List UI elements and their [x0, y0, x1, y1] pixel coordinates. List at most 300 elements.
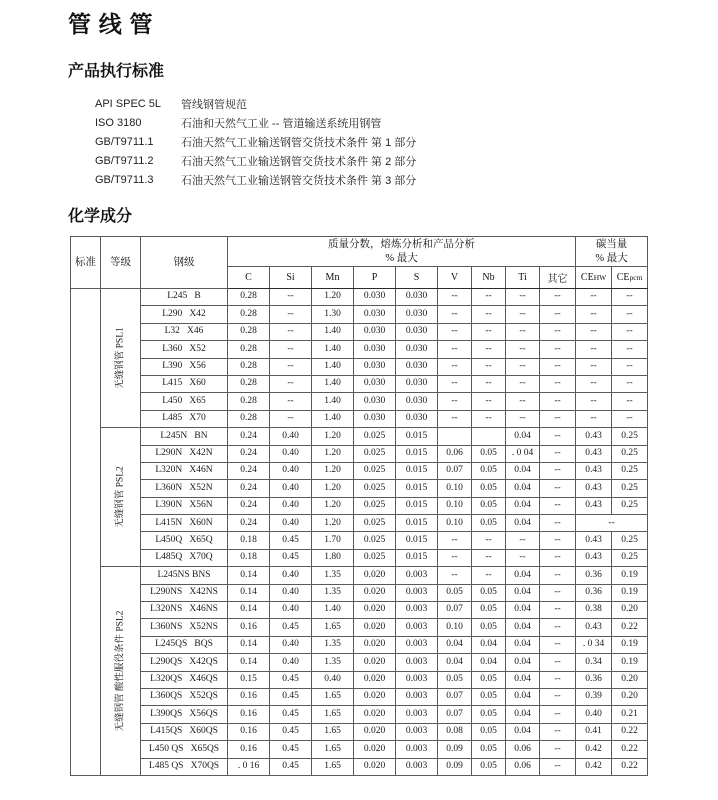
- value-cell: 0.020: [354, 688, 396, 705]
- header-carbon-equivalent-line2: % 最大: [595, 252, 628, 264]
- value-cell: 0.003: [396, 671, 438, 688]
- steel-grade-cell: L245N BN: [141, 428, 228, 445]
- value-cell: 0.40: [270, 567, 312, 584]
- value-cell: 0.39: [576, 688, 612, 705]
- value-cell: --: [270, 323, 312, 340]
- value-cell: 0.05: [472, 723, 506, 740]
- value-cell: 0.05: [472, 671, 506, 688]
- value-cell: 0.28: [228, 358, 270, 375]
- value-cell: 0.43: [576, 462, 612, 479]
- value-cell: 0.43: [576, 619, 612, 636]
- value-cell: 0.04: [506, 723, 540, 740]
- value-cell: --: [438, 410, 472, 427]
- header-element-Nb: Nb: [472, 267, 506, 289]
- value-cell: --: [612, 306, 648, 323]
- value-cell: 1.20: [312, 445, 354, 462]
- value-cell: --: [540, 549, 576, 566]
- value-cell: 0.16: [228, 741, 270, 758]
- value-cell: 0.19: [612, 636, 648, 653]
- value-cell: --: [506, 289, 540, 306]
- value-cell: --: [576, 375, 612, 392]
- value-cell: 0.04: [506, 671, 540, 688]
- standard-description: 石油天然气工业输送钢管交货技术条件 第 1 部分: [181, 136, 417, 149]
- steel-grade-cell: L360QS X52QS: [141, 688, 228, 705]
- value-cell: 0.08: [438, 723, 472, 740]
- value-cell: --: [540, 393, 576, 410]
- table-row: [71, 671, 648, 688]
- value-cell: --: [540, 341, 576, 358]
- value-cell: 0.020: [354, 636, 396, 653]
- value-cell: --: [576, 323, 612, 340]
- value-cell: --: [540, 480, 576, 497]
- value-cell: 0.020: [354, 741, 396, 758]
- value-cell: 0.21: [612, 706, 648, 723]
- value-cell: --: [540, 636, 576, 653]
- steel-grade-cell: L485Q X70Q: [141, 549, 228, 566]
- value-cell: 1.65: [312, 723, 354, 740]
- value-cell: . 0 34: [576, 636, 612, 653]
- value-cell: 0.43: [576, 497, 612, 514]
- header-carbon-equivalent-line1: 碳当量: [595, 238, 628, 250]
- value-cell: --: [576, 306, 612, 323]
- value-cell: 0.003: [396, 636, 438, 653]
- value-cell: 0.43: [576, 428, 612, 445]
- value-cell: 1.65: [312, 741, 354, 758]
- value-cell: 0.030: [396, 341, 438, 358]
- value-cell: 0.04: [506, 636, 540, 653]
- header-element-Ti: Ti: [506, 267, 540, 289]
- value-cell: 0.40: [270, 428, 312, 445]
- value-cell: --: [612, 289, 648, 306]
- value-cell: 0.020: [354, 602, 396, 619]
- value-cell: --: [540, 515, 576, 532]
- value-cell: 1.35: [312, 654, 354, 671]
- header-standard: 标准: [71, 237, 101, 289]
- value-cell: --: [472, 306, 506, 323]
- header-mass-fraction-line1: 质量分数，熔炼分析和产品分析: [328, 238, 476, 250]
- value-cell: --: [540, 688, 576, 705]
- value-cell: --: [506, 306, 540, 323]
- value-cell: 0.41: [576, 723, 612, 740]
- value-cell: --: [540, 619, 576, 636]
- value-cell: 1.40: [312, 375, 354, 392]
- value-cell: 0.030: [354, 323, 396, 340]
- chemical-composition-table: [70, 236, 648, 776]
- value-cell: --: [438, 549, 472, 566]
- value-cell: 0.43: [576, 549, 612, 566]
- value-cell: 1.65: [312, 706, 354, 723]
- value-cell: 0.030: [396, 393, 438, 410]
- value-cell: 1.20: [312, 480, 354, 497]
- value-cell: --: [540, 741, 576, 758]
- value-cell: 0.030: [354, 341, 396, 358]
- header-element-Si: Si: [270, 267, 312, 289]
- value-cell: 0.28: [228, 393, 270, 410]
- value-cell: 0.25: [612, 462, 648, 479]
- value-cell: 0.28: [228, 323, 270, 340]
- value-cell: --: [438, 323, 472, 340]
- value-cell: --: [438, 341, 472, 358]
- value-cell: 0.40: [270, 654, 312, 671]
- value-cell: 0.45: [270, 671, 312, 688]
- value-cell: 1.20: [312, 515, 354, 532]
- steel-grade-cell: L32 X46: [141, 323, 228, 340]
- value-cell: 0.16: [228, 688, 270, 705]
- value-cell: --: [576, 410, 612, 427]
- value-cell: [438, 428, 472, 445]
- value-cell: 0.030: [396, 410, 438, 427]
- value-cell: 0.06: [506, 741, 540, 758]
- value-cell: 0.04: [506, 567, 540, 584]
- value-cell: 0.20: [612, 671, 648, 688]
- value-cell: 0.025: [354, 515, 396, 532]
- table-row: [71, 289, 648, 306]
- steel-grade-cell: L485 QS X70QS: [141, 758, 228, 775]
- table-row: [71, 323, 648, 340]
- value-cell: 0.003: [396, 723, 438, 740]
- value-cell: 0.003: [396, 688, 438, 705]
- header-mass-fraction-group: [228, 237, 576, 267]
- standard-description: 管线钢管规范: [181, 98, 247, 111]
- value-cell: --: [540, 706, 576, 723]
- chemistry-heading: 化学成分: [68, 208, 133, 225]
- value-cell: . 0 04: [506, 445, 540, 462]
- value-cell: --: [472, 549, 506, 566]
- value-cell: 0.04: [506, 619, 540, 636]
- value-cell: 0.45: [270, 758, 312, 775]
- steel-grade-cell: L360N X52N: [141, 480, 228, 497]
- value-cell: 0.015: [396, 428, 438, 445]
- value-cell: 0.18: [228, 532, 270, 549]
- value-cell: 0.030: [354, 358, 396, 375]
- value-cell: --: [472, 358, 506, 375]
- value-cell: --: [540, 375, 576, 392]
- value-cell: 0.43: [576, 532, 612, 549]
- value-cell: 1.40: [312, 341, 354, 358]
- value-cell: --: [612, 358, 648, 375]
- value-cell: 0.04: [506, 602, 540, 619]
- table-row: [71, 654, 648, 671]
- standard-description: 石油和天然气工业 -- 管道输送系统用钢管: [181, 117, 382, 130]
- value-cell: --: [540, 428, 576, 445]
- value-cell: 0.025: [354, 480, 396, 497]
- value-cell: 0.05: [472, 602, 506, 619]
- value-cell: 0.45: [270, 688, 312, 705]
- value-cell: 0.28: [228, 375, 270, 392]
- standards-list: [95, 94, 718, 189]
- value-cell: 0.003: [396, 584, 438, 601]
- header-grade: 等级: [101, 237, 141, 289]
- steel-grade-cell: L485 X70: [141, 410, 228, 427]
- value-cell: 0.003: [396, 567, 438, 584]
- standard-item: [95, 94, 718, 113]
- steel-grade-cell: L390 X56: [141, 358, 228, 375]
- value-cell: --: [540, 358, 576, 375]
- value-cell: 0.25: [612, 497, 648, 514]
- value-cell: 0.25: [612, 428, 648, 445]
- table-row: [71, 445, 648, 462]
- grade-group-label: [101, 428, 141, 567]
- value-cell: 0.40: [270, 584, 312, 601]
- value-cell: --: [540, 567, 576, 584]
- value-cell: --: [270, 306, 312, 323]
- header-ce-HW: CEHW: [576, 267, 612, 289]
- value-cell: 0.19: [612, 654, 648, 671]
- value-cell: 0.020: [354, 619, 396, 636]
- standard-item: [95, 170, 718, 189]
- value-cell: 0.030: [396, 306, 438, 323]
- value-cell: 0.09: [438, 741, 472, 758]
- value-cell: 0.05: [472, 445, 506, 462]
- value-cell: --: [576, 341, 612, 358]
- value-cell: 1.35: [312, 567, 354, 584]
- value-cell: 0.40: [270, 636, 312, 653]
- value-cell: 0.025: [354, 497, 396, 514]
- value-cell: --: [438, 567, 472, 584]
- value-cell: 0.030: [354, 410, 396, 427]
- value-cell: 0.04: [506, 462, 540, 479]
- value-cell: 0.20: [612, 602, 648, 619]
- value-cell: 0.14: [228, 602, 270, 619]
- value-cell: --: [472, 393, 506, 410]
- value-cell: 0.16: [228, 619, 270, 636]
- value-cell: 0.24: [228, 445, 270, 462]
- value-cell: 1.20: [312, 497, 354, 514]
- standard-code: API SPEC 5L: [95, 97, 162, 110]
- header-carbon-equivalent-group: [576, 237, 648, 267]
- value-cell: 0.020: [354, 723, 396, 740]
- value-cell: --: [576, 393, 612, 410]
- value-cell: --: [540, 602, 576, 619]
- value-cell: --: [270, 341, 312, 358]
- value-cell: 0.025: [354, 549, 396, 566]
- table-row: [71, 584, 648, 601]
- table-row: [71, 462, 648, 479]
- table-row: [71, 723, 648, 740]
- value-cell: 0.25: [612, 532, 648, 549]
- value-cell: 0.04: [506, 706, 540, 723]
- header-mass-fraction-line2: % 最大: [385, 252, 418, 264]
- table-row: [71, 706, 648, 723]
- value-cell: 1.20: [312, 289, 354, 306]
- value-cell: 0.025: [354, 428, 396, 445]
- value-cell: --: [540, 654, 576, 671]
- value-cell: 0.45: [270, 619, 312, 636]
- steel-grade-cell: L360 X52: [141, 341, 228, 358]
- value-cell: 0.24: [228, 515, 270, 532]
- value-cell: 0.28: [228, 410, 270, 427]
- standard-item: [95, 151, 718, 170]
- value-cell: 1.40: [312, 393, 354, 410]
- table-row: [71, 306, 648, 323]
- value-cell: 0.16: [228, 723, 270, 740]
- value-cell: 0.025: [354, 445, 396, 462]
- value-cell: 0.015: [396, 445, 438, 462]
- value-cell: 0.40: [270, 445, 312, 462]
- value-cell: 0.05: [438, 671, 472, 688]
- value-cell: 0.14: [228, 636, 270, 653]
- value-cell: 0.015: [396, 532, 438, 549]
- value-cell: 0.14: [228, 584, 270, 601]
- value-cell: 0.05: [472, 706, 506, 723]
- value-cell: 0.04: [506, 480, 540, 497]
- grade-group-label: [101, 289, 141, 428]
- table-row: [71, 480, 648, 497]
- standards-heading: 产品执行标准: [68, 63, 165, 80]
- steel-grade-cell: L245 B: [141, 289, 228, 306]
- value-cell: 0.05: [472, 741, 506, 758]
- value-cell: 0.015: [396, 480, 438, 497]
- steel-grade-cell: L290N X42N: [141, 445, 228, 462]
- value-cell: 0.020: [354, 706, 396, 723]
- value-cell: 0.28: [228, 289, 270, 306]
- value-cell: 1.65: [312, 758, 354, 775]
- steel-grade-cell: L415N X60N: [141, 515, 228, 532]
- value-cell: --: [472, 323, 506, 340]
- value-cell: . 0 16: [228, 758, 270, 775]
- grade-group-label-text: 无缝钢管 PSL1: [114, 327, 125, 389]
- value-cell: 0.015: [396, 515, 438, 532]
- value-cell: 0.05: [472, 584, 506, 601]
- value-cell: 1.65: [312, 688, 354, 705]
- table-row: [71, 688, 648, 705]
- value-cell: 1.40: [312, 358, 354, 375]
- value-cell: 0.10: [438, 619, 472, 636]
- value-cell: 0.24: [228, 462, 270, 479]
- value-cell: 0.020: [354, 567, 396, 584]
- value-cell: --: [438, 393, 472, 410]
- value-cell: --: [540, 758, 576, 775]
- value-cell: 0.04: [506, 515, 540, 532]
- steel-grade-cell: L415 X60: [141, 375, 228, 392]
- value-cell: 1.40: [312, 323, 354, 340]
- header-element-V: V: [438, 267, 472, 289]
- value-cell: 0.025: [354, 532, 396, 549]
- value-cell: 0.04: [472, 654, 506, 671]
- value-cell: 0.030: [354, 393, 396, 410]
- value-cell: 0.003: [396, 654, 438, 671]
- value-cell: --: [612, 341, 648, 358]
- value-cell: 0.05: [472, 758, 506, 775]
- standard-item: [95, 132, 718, 151]
- value-cell: 0.015: [396, 497, 438, 514]
- steel-grade-cell: L320QS X46QS: [141, 671, 228, 688]
- value-cell: 0.28: [228, 306, 270, 323]
- value-cell: --: [540, 532, 576, 549]
- value-cell: 0.28: [228, 341, 270, 358]
- header-steel-grade: 钢级: [141, 237, 228, 289]
- value-cell: 0.020: [354, 758, 396, 775]
- steel-grade-cell: L450 QS X65QS: [141, 741, 228, 758]
- value-cell: --: [270, 393, 312, 410]
- value-cell: 0.42: [576, 758, 612, 775]
- value-cell: --: [438, 532, 472, 549]
- value-cell: 0.003: [396, 741, 438, 758]
- value-cell: 1.80: [312, 549, 354, 566]
- value-cell: 0.07: [438, 688, 472, 705]
- table-row: [71, 602, 648, 619]
- value-cell: 0.05: [472, 619, 506, 636]
- value-cell: 0.030: [354, 306, 396, 323]
- steel-grade-cell: L245QS BQS: [141, 636, 228, 653]
- value-cell: 0.45: [270, 532, 312, 549]
- value-cell: --: [612, 375, 648, 392]
- value-cell: 0.05: [472, 515, 506, 532]
- value-cell: 0.36: [576, 567, 612, 584]
- value-cell: 0.015: [396, 462, 438, 479]
- value-cell: 1.35: [312, 584, 354, 601]
- value-cell: 0.003: [396, 619, 438, 636]
- value-cell: 0.09: [438, 758, 472, 775]
- value-cell: 0.20: [612, 688, 648, 705]
- value-cell: 0.38: [576, 602, 612, 619]
- value-cell: 0.40: [270, 462, 312, 479]
- value-cell: --: [438, 289, 472, 306]
- value-cell: 1.20: [312, 462, 354, 479]
- grade-group-label: [101, 567, 141, 776]
- value-cell: --: [576, 358, 612, 375]
- value-cell: 0.04: [472, 636, 506, 653]
- value-cell: 0.020: [354, 584, 396, 601]
- value-cell: 0.003: [396, 602, 438, 619]
- table-row: [71, 410, 648, 427]
- value-cell: 0.19: [612, 584, 648, 601]
- value-cell: 0.06: [506, 758, 540, 775]
- value-cell: 0.22: [612, 619, 648, 636]
- value-cell: --: [612, 410, 648, 427]
- value-cell: 1.30: [312, 306, 354, 323]
- value-cell: 0.04: [506, 428, 540, 445]
- value-cell: 0.25: [612, 480, 648, 497]
- value-cell: 0.14: [228, 654, 270, 671]
- value-cell: 1.20: [312, 428, 354, 445]
- value-cell: 0.40: [270, 497, 312, 514]
- value-cell: --: [576, 515, 648, 532]
- steel-grade-cell: L290NS X42NS: [141, 584, 228, 601]
- table-row: [71, 532, 648, 549]
- value-cell: 0.020: [354, 654, 396, 671]
- value-cell: 0.015: [396, 549, 438, 566]
- value-cell: --: [270, 289, 312, 306]
- value-cell: 0.40: [270, 602, 312, 619]
- value-cell: --: [506, 341, 540, 358]
- value-cell: --: [270, 410, 312, 427]
- value-cell: [472, 428, 506, 445]
- value-cell: --: [540, 462, 576, 479]
- value-cell: 0.003: [396, 706, 438, 723]
- table-row: [71, 549, 648, 566]
- value-cell: --: [540, 410, 576, 427]
- value-cell: 0.05: [472, 688, 506, 705]
- table-row: [71, 567, 648, 584]
- value-cell: 1.65: [312, 619, 354, 636]
- value-cell: 0.24: [228, 480, 270, 497]
- value-cell: 0.45: [270, 741, 312, 758]
- value-cell: 0.04: [506, 654, 540, 671]
- steel-grade-cell: L390QS X56QS: [141, 706, 228, 723]
- value-cell: --: [270, 375, 312, 392]
- table-row: [71, 515, 648, 532]
- value-cell: 0.25: [612, 549, 648, 566]
- value-cell: --: [472, 567, 506, 584]
- value-cell: 0.40: [270, 515, 312, 532]
- value-cell: --: [540, 306, 576, 323]
- value-cell: 0.07: [438, 462, 472, 479]
- value-cell: 0.025: [354, 462, 396, 479]
- value-cell: 0.36: [576, 584, 612, 601]
- value-cell: 0.07: [438, 706, 472, 723]
- value-cell: 0.04: [438, 636, 472, 653]
